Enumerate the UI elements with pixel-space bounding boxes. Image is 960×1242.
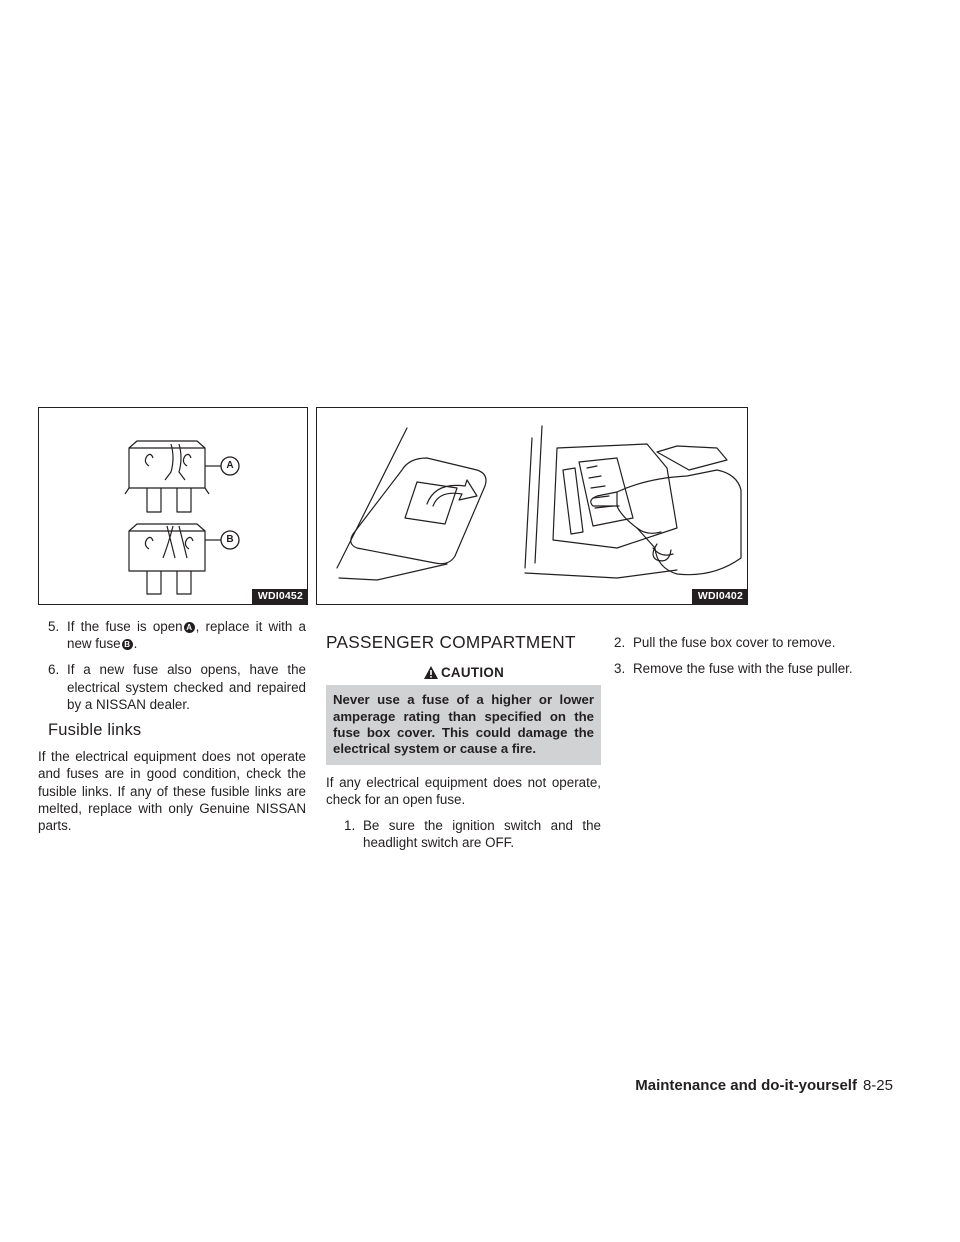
figure-code: WDI0452: [252, 589, 307, 604]
callout-a: A: [184, 622, 195, 633]
caution-title: CAUTION: [440, 664, 505, 680]
step-number: 6.: [48, 662, 60, 678]
step-text: .: [133, 636, 138, 652]
step-text: Be sure the ignition switch and the headlight switch are OFF.: [363, 818, 601, 851]
step-number: 3.: [614, 661, 626, 677]
step-number: 1.: [344, 818, 356, 834]
step-6: [48, 661, 306, 713]
fuse-box-illustration: [317, 408, 748, 605]
step-number: 2.: [614, 635, 626, 650]
label-b-text: B: [226, 534, 234, 545]
middle-column: [326, 634, 601, 861]
caution-header: [326, 661, 601, 683]
page-heading: PASSENGER COMPARTMENT: [326, 632, 576, 652]
step-5: [48, 618, 306, 652]
warning-icon: [423, 665, 439, 680]
compartment-figure: [316, 407, 748, 605]
figure-code: WDI0402: [692, 589, 747, 604]
fuse-box-cover: [351, 458, 486, 564]
step-text: , replace it with a new fuse: [67, 619, 306, 652]
step-text: Remove the fuse with the fuse puller.: [633, 661, 853, 677]
fuse-illustration: [39, 408, 308, 605]
body-paragraph: If any electrical equipment does not operate, check for an open fuse.: [326, 774, 601, 808]
step-text: If a new fuse also opens, have the electrical system checked and repaired by a NISSAN dealer.: [67, 662, 306, 712]
step-1: [344, 817, 601, 851]
fuse-figure: [38, 407, 308, 605]
step-number: 5.: [48, 619, 60, 634]
step-2: [614, 634, 896, 651]
label-a-text: A: [226, 460, 234, 471]
callout-b: B: [122, 639, 133, 650]
caution-box: Never use a fuse of a higher or lower amperage rating than specified on the fuse box cover. This could damage the electrical system or cause a fire.: [326, 685, 601, 765]
step-3: [614, 660, 896, 677]
step-text: If the fuse is open: [67, 619, 183, 634]
hand: [617, 470, 741, 575]
page-number: 8-25: [862, 1077, 893, 1094]
step-text: Pull the fuse box cover to remove.: [633, 635, 836, 650]
body-paragraph: If the electrical equipment does not operate and fuses are in good condition, check the fusible links. If any of these fusible links are melted, replace with only Genuine NISSAN parts.: [38, 749, 306, 834]
page-footer: [635, 1077, 893, 1094]
right-column: [614, 634, 896, 686]
left-column: [38, 618, 306, 843]
footer-section-title: Maintenance and do-it-yourself: [635, 1077, 857, 1094]
section-heading: Fusible links: [48, 721, 142, 740]
